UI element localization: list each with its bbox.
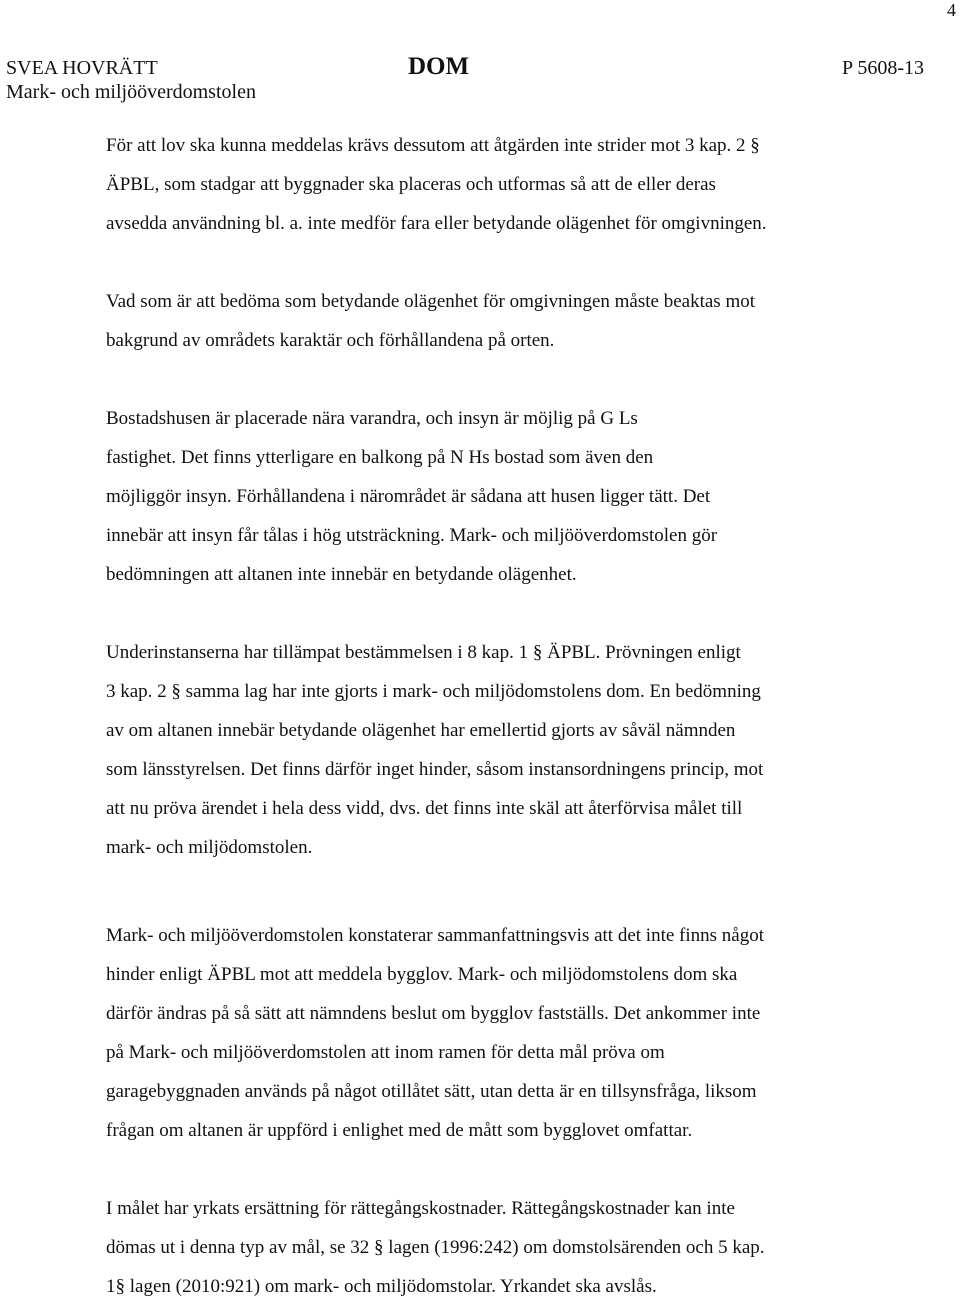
text-line: Underinstanserna har tillämpat bestämmelsen i 8 kap. 1 § ÄPBL. Prövningen enligt: [106, 642, 741, 663]
document-header: [6, 53, 924, 108]
paragraph-1: [106, 126, 906, 243]
text-line: ÄPBL, som stadgar att byggnader ska placeras och utformas så att de eller deras: [106, 174, 716, 195]
text-line: bakgrund av områdets karaktär och förhållandena på orten.: [106, 330, 555, 351]
court-name: SVEA HOVRÄTT: [6, 57, 158, 79]
paragraph-2: [106, 282, 906, 360]
text-line: på Mark- och miljööverdomstolen att inom ramen för detta mål pröva om: [106, 1042, 665, 1063]
paragraph-6: [106, 1189, 906, 1306]
text-line: som länsstyrelsen. Det finns därför inget hinder, såsom instansordningens princip, mot: [106, 759, 764, 780]
text-line: möjliggör insyn. Förhållandena i närområdet är sådana att husen ligger tätt. Det: [106, 486, 711, 507]
court-division: Mark- och miljööverdomstolen: [6, 81, 256, 103]
paragraph-3: [106, 399, 906, 594]
text-line: I målet har yrkats ersättning för rättegångskostnader. Rättegångskostnader kan inte: [106, 1198, 735, 1219]
text-line: därför ändras på så sätt att nämndens beslut om bygglov fastställs. Det ankommer inte: [106, 1003, 761, 1024]
text-line: mark- och miljödomstolen.: [106, 837, 313, 858]
text-line: 1§ lagen (2010:921) om mark- och miljödomstolar. Yrkandet ska avslås.: [106, 1276, 657, 1297]
page-number: 4: [947, 0, 956, 20]
document-type: DOM: [408, 53, 470, 80]
paragraph-5: [106, 916, 906, 1150]
case-number: P 5608-13: [841, 57, 924, 79]
text-line: bedömningen att altanen inte innebär en betydande olägenhet.: [106, 564, 577, 585]
text-line: Bostadshusen är placerade nära varandra, och insyn är möjlig på G Ls: [106, 408, 638, 429]
text-line: frågan om altanen är uppförd i enlighet med de mått som bygglovet omfattar.: [106, 1120, 693, 1141]
text-line: innebär att insyn får tålas i hög utsträckning. Mark- och miljööverdomstolen gör: [106, 525, 718, 546]
text-line: fastighet. Det finns ytterligare en balkong på N Hs bostad som även den: [106, 447, 654, 468]
text-line: 3 kap. 2 § samma lag har inte gjorts i mark- och miljödomstolens dom. En bedömning: [106, 681, 761, 702]
text-line: garagebyggnaden används på något otillåtet sätt, utan detta är en tillsynsfråga, liksom: [106, 1081, 757, 1102]
text-line: avsedda användning bl. a. inte medför fara eller betydande olägenhet för omgivningen.: [106, 213, 767, 234]
text-line: Mark- och miljööverdomstolen konstaterar sammanfattningsvis att det inte finns något: [106, 925, 764, 946]
text-line: att nu pröva ärendet i hela dess vidd, dvs. det finns inte skäl att återförvisa målet till: [106, 798, 743, 819]
text-line: Vad som är att bedöma som betydande olägenhet för omgivningen måste beaktas mot: [106, 291, 755, 312]
paragraph-4: [106, 633, 906, 867]
text-line: hinder enligt ÄPBL mot att meddela bygglov. Mark- och miljödomstolens dom ska: [106, 964, 738, 985]
text-line: För att lov ska kunna meddelas krävs dessutom att åtgärden inte strider mot 3 kap. 2 §: [106, 135, 760, 156]
document-body: [106, 126, 906, 1306]
text-line: dömas ut i denna typ av mål, se 32 § lagen (1996:242) om domstolsärenden och 5 kap.: [106, 1237, 765, 1258]
text-line: av om altanen innebär betydande olägenhet har emellertid gjorts av såväl nämnden: [106, 720, 736, 741]
